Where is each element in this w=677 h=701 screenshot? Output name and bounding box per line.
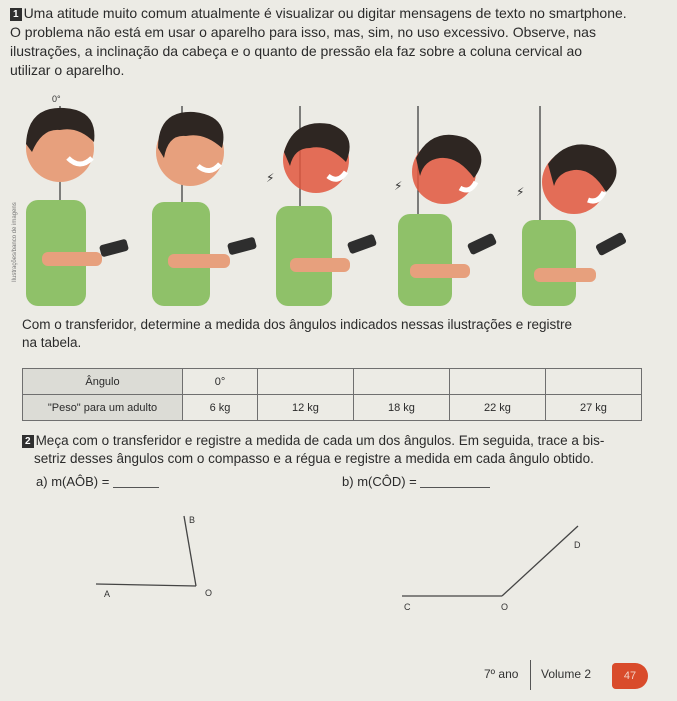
table-cell: Ângulo xyxy=(23,369,183,395)
figure-60-degrees xyxy=(516,106,627,306)
posture-illustration xyxy=(8,92,666,306)
intro-line-1: 1 Uma atitude muito comum atualmente é visualizar ou digitar mensagens de texto no smartphone. xyxy=(10,4,670,23)
footer-volume: Volume 2 xyxy=(541,667,592,681)
figure-0-degrees xyxy=(26,106,129,306)
intro-line-3: ilustrações, a inclinação da cabeça e o quanto de pressão ela faz sobre a coluna cervical ao xyxy=(10,43,583,59)
angle-zero-label: 0° xyxy=(52,94,61,104)
posture-figures-svg xyxy=(8,92,666,306)
vertex-o-label-b: O xyxy=(501,602,509,612)
intro-line-4: utilizar o aparelho. xyxy=(10,62,125,78)
point-a-label: A xyxy=(104,589,111,599)
vertex-o-label-a: O xyxy=(205,588,213,598)
question-b-label: b) xyxy=(342,474,354,489)
svg-text:⚡: ⚡ xyxy=(266,171,275,185)
question-a-label: a) xyxy=(36,474,48,489)
figure-45-degrees xyxy=(394,106,497,306)
footer-divider xyxy=(530,660,531,690)
table-cell: "Peso" para um adulto xyxy=(23,395,183,421)
angle-weight-table xyxy=(22,368,642,421)
exercise-number-2: 2 xyxy=(22,435,34,448)
table-cell-blank[interactable] xyxy=(449,369,545,395)
table-cell-blank[interactable] xyxy=(257,369,353,395)
question-a xyxy=(36,474,159,489)
figure-15-degrees xyxy=(152,106,257,306)
table-row-angle xyxy=(23,369,642,395)
intro-line-2: O problema não está em usar o aparelho para isso, mas, sim, no uso excessivo. Observe, nas xyxy=(10,24,596,40)
footer-grade: 7º ano xyxy=(484,667,519,681)
point-d-label: D xyxy=(574,540,581,550)
table-row-weight xyxy=(23,395,642,421)
question-b xyxy=(342,474,490,489)
table-cell: 18 kg xyxy=(353,395,449,421)
exercise-2-line-2: setriz desses ângulos com o compasso e a régua e registre a medida em cada ângulo obtido. xyxy=(34,451,594,466)
table-cell: 0° xyxy=(183,369,258,395)
table-cell: 22 kg xyxy=(449,395,545,421)
page-number: 47 xyxy=(612,663,648,689)
exercise-2-text xyxy=(22,432,672,468)
instruction-line-2: na tabela. xyxy=(22,335,82,350)
exercise-2-line-1: 2 Meça com o transferidor e registre a medida de cada um dos ângulos. Em seguida, trace a bis- xyxy=(22,432,672,450)
table-cell: 27 kg xyxy=(545,395,641,421)
angle-cod-diagram xyxy=(390,520,590,610)
question-b-expression: m(CÔD) = xyxy=(357,474,417,489)
question-a-answer-blank[interactable] xyxy=(113,476,159,488)
point-b-label: B xyxy=(189,515,196,525)
illustration-credit: Ilustrações/banco de imagens xyxy=(12,202,18,282)
question-a-expression: m(AÔB) = xyxy=(51,474,110,489)
svg-text:⚡: ⚡ xyxy=(516,185,525,199)
question-b-answer-blank[interactable] xyxy=(420,476,490,488)
table-instruction xyxy=(22,316,662,352)
instruction-line-1: Com o transferidor, determine a medida dos ângulos indicados nessas ilustrações e registre xyxy=(22,317,573,332)
table-cell: 6 kg xyxy=(183,395,258,421)
table-cell: 12 kg xyxy=(257,395,353,421)
intro-paragraph xyxy=(10,4,670,80)
exercise-number-1: 1 xyxy=(10,8,22,21)
figure-30-degrees xyxy=(266,106,377,306)
table-cell-blank[interactable] xyxy=(353,369,449,395)
table-cell-blank[interactable] xyxy=(545,369,641,395)
point-c-label: C xyxy=(404,602,411,612)
svg-text:⚡: ⚡ xyxy=(394,179,403,193)
